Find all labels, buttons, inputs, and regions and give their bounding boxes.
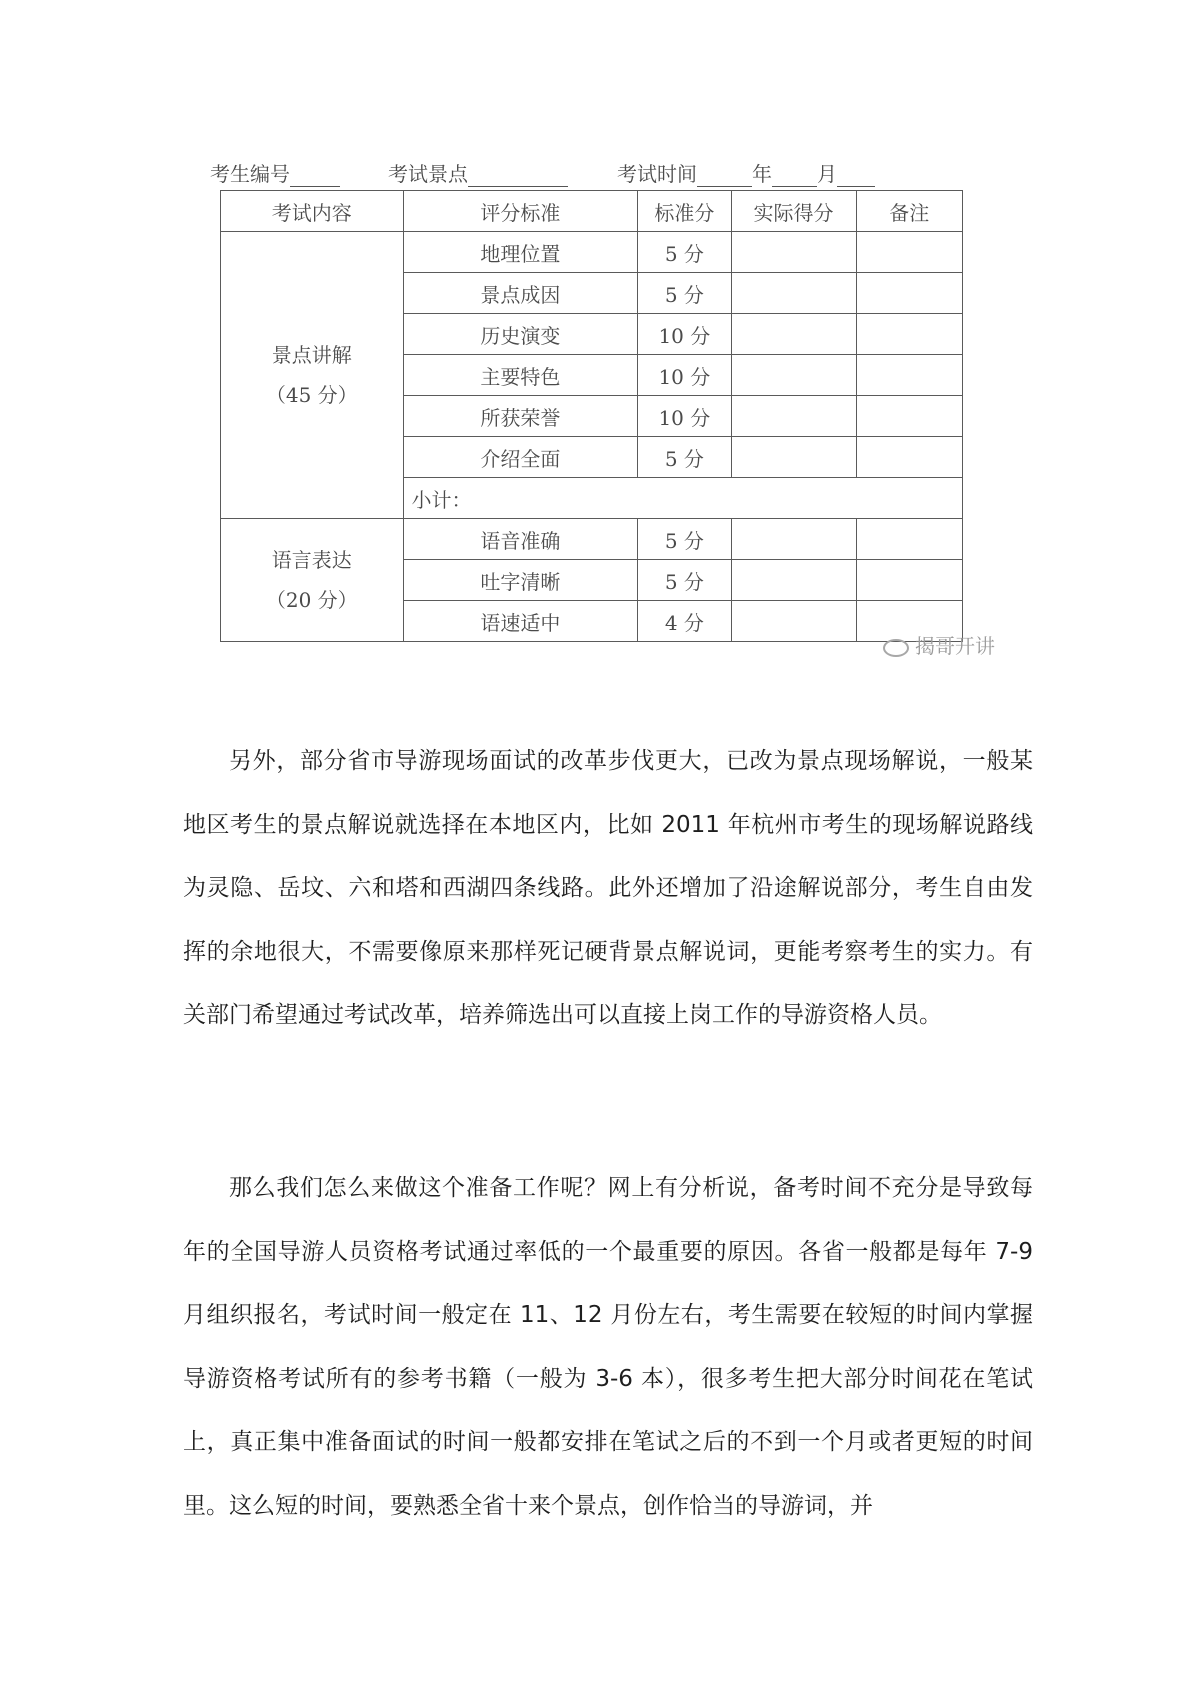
col-header-content: 考试内容	[221, 191, 404, 232]
section-scenic-explanation	[221, 232, 404, 519]
actual-score-cell	[731, 355, 856, 396]
col-header-actual-score: 实际得分	[731, 191, 856, 232]
remarks-cell	[856, 437, 963, 478]
score-cell: 5 分	[638, 273, 731, 314]
col-header-remarks: 备注	[856, 191, 963, 232]
remarks-cell	[856, 232, 963, 273]
criterion-cell: 历史演变	[403, 314, 638, 355]
candidate-number-field	[210, 158, 340, 187]
exam-time-label: 考试时间	[617, 162, 697, 186]
actual-score-cell	[731, 560, 856, 601]
actual-score-cell	[731, 601, 856, 642]
remarks-cell	[856, 519, 963, 560]
section-points: （20 分）	[265, 588, 358, 612]
exam-site-label: 考试景点	[388, 162, 468, 186]
score-cell: 5 分	[638, 560, 731, 601]
col-header-standard-score: 标准分	[638, 191, 731, 232]
criterion-cell: 主要特色	[403, 355, 638, 396]
body-paragraph-2: 那么我们怎么来做这个准备工作呢？网上有分析说，备考时间不充分是导致每年的全国导游人员资格考试通过率低的一个最重要的原因。各省一般都是每年 7-9 月组织报名，考试时间一般定在 11、12 月份左右，考生需要在较短的时间内掌握导游资格考试所有的参考书籍（一般为 3-6 本），很多考生把大部分时间花在笔试上，真正集中准备面试的时间一般都安排在笔试之后的不到一个月或者更短的时间里。这么短的时间，要熟悉全省十来个景点，创作恰当的导游词，并	[183, 1175, 1033, 1519]
watermark-text: 揭哥开讲	[915, 634, 995, 658]
criterion-cell: 景点成因	[403, 273, 638, 314]
col-header-criteria: 评分标准	[403, 191, 638, 232]
year-label: 年	[752, 162, 772, 186]
actual-score-cell	[731, 273, 856, 314]
remarks-cell	[856, 273, 963, 314]
subtotal-cell: 小计：	[403, 478, 963, 519]
score-cell: 10 分	[638, 314, 731, 355]
remarks-cell	[856, 314, 963, 355]
exam-site-field	[388, 158, 568, 187]
criterion-cell: 所获荣誉	[403, 396, 638, 437]
exam-time-year-blank	[697, 166, 752, 187]
score-cell: 5 分	[638, 519, 731, 560]
candidate-number-blank	[290, 166, 340, 187]
criterion-cell: 语速适中	[403, 601, 638, 642]
table-row	[221, 519, 963, 560]
exam-time-month-blank	[772, 166, 817, 187]
month-label: 月	[817, 162, 837, 186]
actual-score-cell	[731, 314, 856, 355]
section-title: 景点讲解	[271, 343, 352, 367]
table-row	[221, 232, 963, 273]
body-paragraph-1: 另外，部分省市导游现场面试的改革步伐更大，已改为景点现场解说，一般某地区考生的景点解说就选择在本地区内，比如 2011 年杭州市考生的现场解说路线为灵隐、岳坟、六和塔和西湖四条线路。此外还增加了沿途解说部分，考生自由发挥的余地很大，不需要像原来那样死记硬背景点解说词，更能考察考生的实力。有关部门希望通过考试改革，培养筛选出可以直接上岗工作的导游资格人员。	[183, 748, 1033, 1028]
remarks-cell	[856, 560, 963, 601]
candidate-number-label: 考生编号	[210, 162, 290, 186]
remarks-cell	[856, 396, 963, 437]
actual-score-cell	[731, 437, 856, 478]
wechat-icon	[883, 639, 909, 657]
score-cell: 10 分	[638, 355, 731, 396]
exam-time-day-blank	[837, 166, 875, 187]
score-cell: 10 分	[638, 396, 731, 437]
score-table	[220, 190, 963, 642]
actual-score-cell	[731, 396, 856, 437]
score-cell: 5 分	[638, 437, 731, 478]
actual-score-cell	[731, 232, 856, 273]
score-cell: 5 分	[638, 232, 731, 273]
exam-site-blank	[468, 166, 568, 187]
scoring-form-image	[205, 140, 1005, 660]
section-points: （45 分）	[265, 383, 358, 407]
section-title: 语言表达	[271, 548, 352, 572]
criterion-cell: 介绍全面	[403, 437, 638, 478]
table-header-row	[221, 191, 963, 232]
score-cell: 4 分	[638, 601, 731, 642]
criterion-cell: 语音准确	[403, 519, 638, 560]
remarks-cell	[856, 355, 963, 396]
exam-time-field	[617, 158, 875, 187]
criterion-cell: 吐字清晰	[403, 560, 638, 601]
actual-score-cell	[731, 519, 856, 560]
section-language-expression	[221, 519, 404, 642]
criterion-cell: 地理位置	[403, 232, 638, 273]
watermark	[883, 630, 995, 659]
